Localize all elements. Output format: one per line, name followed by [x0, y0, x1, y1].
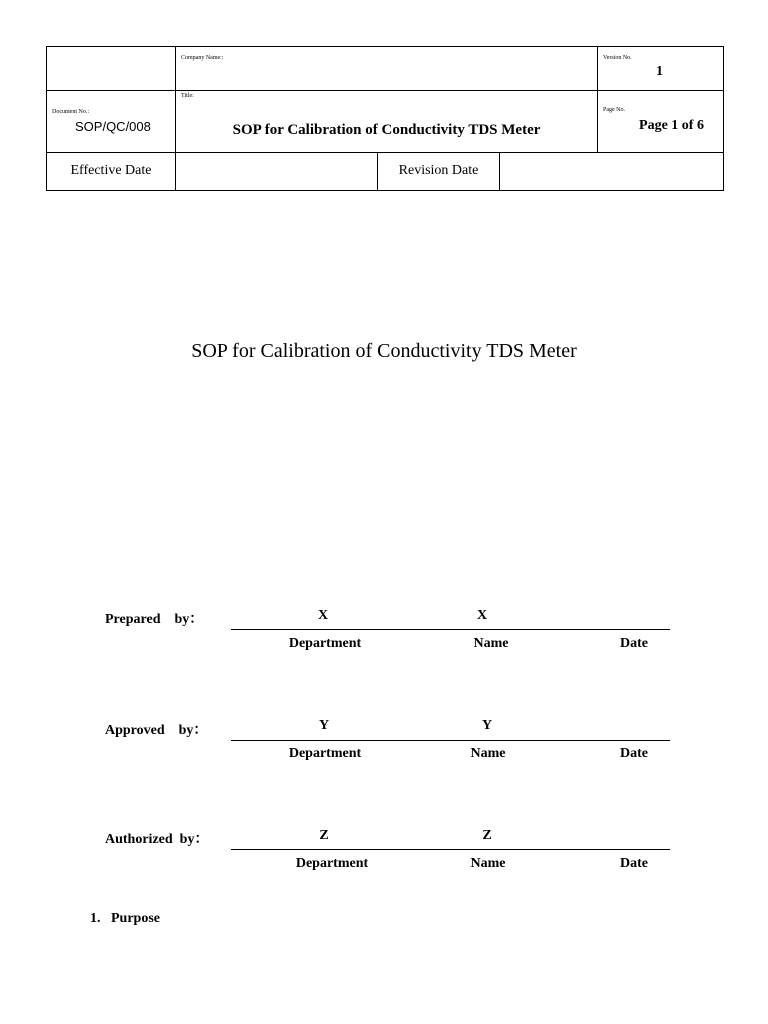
section-heading-purpose	[90, 911, 160, 927]
name-value: Y	[481, 718, 493, 733]
document-no-label: Document No.:	[52, 109, 89, 115]
effective-date-value-cell	[176, 153, 378, 191]
document-no-value: SOP/QC/008	[75, 119, 151, 134]
signature-label: Approved by：	[105, 723, 208, 738]
department-value: Y	[318, 718, 330, 733]
name-value: X	[476, 608, 488, 623]
page-no-label: Page No.	[603, 107, 626, 113]
signature-label: Authorized by：	[105, 832, 209, 847]
revision-date-label-cell	[378, 153, 500, 191]
page-no-cell	[598, 91, 724, 153]
department-value: Z	[319, 828, 329, 843]
name-column-label: Name	[470, 856, 506, 871]
date-column-label: Date	[620, 636, 648, 651]
company-name-label: Company Name::	[181, 55, 224, 61]
title-value: SOP for Calibration of Conductivity TDS Meter	[232, 122, 541, 138]
signature-label: Prepared by：	[105, 612, 204, 627]
signature-line	[231, 849, 670, 850]
effective-date-label-cell	[47, 153, 176, 191]
version-value: 1	[656, 64, 664, 79]
department-value: X	[317, 608, 329, 623]
revision-date-value-cell	[500, 153, 724, 191]
page-no-value: Page 1 of 6	[639, 118, 704, 133]
title-label: Title:	[181, 93, 194, 99]
date-column-label: Date	[620, 856, 648, 871]
date-column-label: Date	[620, 746, 648, 761]
title-cell	[176, 91, 598, 153]
department-column-label: Department	[288, 636, 362, 651]
header-blank-cell	[47, 47, 176, 91]
signature-line	[231, 740, 670, 741]
name-column-label: Name	[473, 636, 509, 651]
name-value: Z	[482, 828, 492, 843]
section-number: 1.	[90, 911, 101, 926]
department-column-label: Department	[295, 856, 369, 871]
document-header-table	[46, 46, 724, 191]
document-no-cell	[47, 91, 176, 153]
name-column-label: Name	[470, 746, 506, 761]
version-cell	[598, 47, 724, 91]
effective-date-label: Effective Date	[70, 163, 152, 178]
revision-date-label: Revision Date	[398, 163, 479, 178]
department-column-label: Department	[288, 746, 362, 761]
company-name-cell	[176, 47, 598, 91]
version-label: Version No.	[603, 55, 632, 61]
signature-line	[231, 629, 670, 630]
page-title: SOP for Calibration of Conductivity TDS Meter	[191, 340, 577, 362]
section-title: Purpose	[111, 911, 160, 926]
